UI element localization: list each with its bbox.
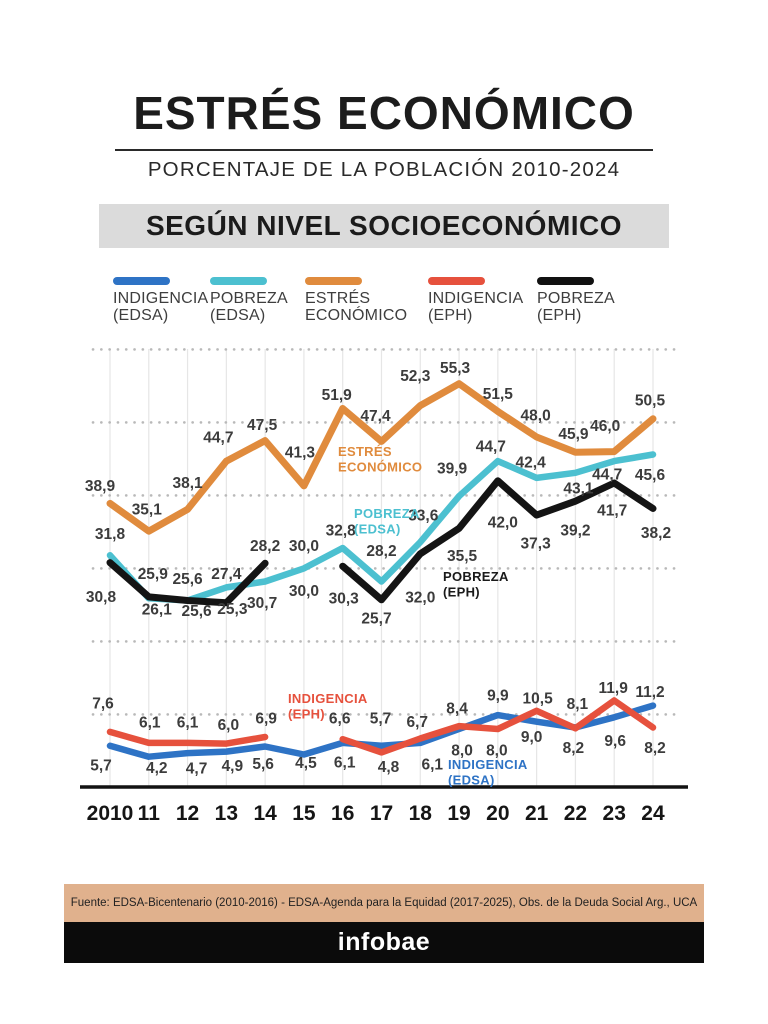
x-tick-label: 16: [331, 802, 355, 825]
x-tick-label: 22: [563, 802, 588, 825]
series-annotation: (EDSA): [354, 521, 401, 537]
series-annotation: INDIGENCIA: [288, 691, 368, 706]
legend-item-estres-economico: [305, 277, 407, 324]
data-label: 4,2: [146, 760, 168, 778]
data-label: 32,0: [405, 589, 436, 607]
data-label: 25,9: [137, 565, 168, 583]
data-label: 44,7: [592, 466, 623, 484]
title-underline: [115, 149, 653, 151]
legend-item-pobreza-eph: [537, 277, 615, 324]
data-label: 6,1: [421, 756, 444, 774]
data-label: 9,6: [604, 732, 626, 750]
data-label: 5,6: [252, 756, 274, 774]
data-label: 41,7: [597, 502, 628, 520]
data-label: 39,9: [436, 460, 468, 478]
data-label: 27,4: [211, 565, 242, 583]
x-tick-label: 13: [214, 802, 239, 825]
x-tick-label: 20: [486, 802, 510, 825]
data-label: 10,5: [522, 690, 553, 708]
x-tick-label: 21: [524, 802, 549, 825]
data-label: 6,9: [255, 710, 277, 728]
estres-economico-swatch: [305, 277, 362, 285]
data-label: 8,0: [451, 742, 473, 760]
x-tick-label: 19: [447, 802, 471, 825]
data-label: 30,8: [85, 589, 117, 607]
data-label: 48,0: [520, 407, 551, 425]
data-label: 44,7: [203, 429, 234, 447]
series-annotation: (EPH): [288, 706, 325, 722]
data-label: 25,6: [172, 571, 203, 589]
data-label: 38,2: [640, 525, 672, 543]
data-label: 6,1: [139, 714, 161, 732]
data-label: 30,0: [288, 537, 320, 555]
x-tick-label: 2010: [86, 802, 134, 825]
data-label: 5,7: [369, 710, 392, 728]
data-label: 44,7: [475, 438, 506, 456]
data-label: 28,2: [366, 543, 397, 561]
legend-label: INDIGENCIA (EDSA): [113, 290, 209, 324]
source-bar: Fuente: EDSA-Bicentenario (2010-2016) - EDSA-Agenda para la Equidad (2017-2025), Obs. de la Deuda Social Arg., UCA: [64, 884, 704, 922]
legend-item-indigencia-edsa: [113, 277, 208, 324]
data-label: 8,1: [566, 695, 589, 713]
series-annotation: INDIGENCIA: [448, 757, 528, 772]
data-label: 11,9: [598, 680, 628, 698]
section-banner: SEGÚN NIVEL SOCIOECONÓMICO: [99, 204, 669, 248]
page-title: ESTRÉS ECONÓMICO: [133, 87, 635, 139]
data-label: 50,5: [634, 392, 666, 410]
data-label: 35,1: [131, 501, 162, 519]
pobreza-edsa-swatch: [210, 277, 267, 285]
series-annotation: ESTRÉS: [338, 444, 392, 459]
legend-label: POBREZA (EPH): [537, 290, 615, 324]
indigencia-edsa-swatch: [113, 277, 170, 285]
data-label: 47,4: [360, 407, 391, 425]
indigencia-eph-swatch: [428, 277, 485, 285]
data-label: 38,9: [84, 477, 116, 495]
legend-label: POBREZA (EDSA): [210, 290, 288, 324]
data-label: 32,8: [325, 522, 356, 540]
data-label: 52,3: [400, 368, 431, 386]
legend-label: INDIGENCIA (EPH): [428, 290, 524, 324]
data-label: 33,6: [408, 507, 439, 525]
data-label: 4,8: [377, 758, 400, 776]
data-label: 25,3: [217, 601, 248, 619]
data-label: 35,5: [446, 547, 478, 565]
x-tick-label: 24: [641, 802, 665, 825]
data-label: 6,1: [176, 714, 199, 732]
series-annotation: POBREZA: [443, 569, 509, 584]
data-label: 25,6: [181, 603, 212, 621]
data-label: 45,9: [558, 425, 589, 443]
series-annotation: (EDSA): [448, 772, 495, 788]
data-label: 6,7: [406, 713, 429, 731]
pobreza-eph-swatch: [537, 277, 594, 285]
data-label: 45,6: [634, 467, 666, 485]
data-label: 42,0: [487, 514, 518, 532]
data-label: 30,7: [247, 594, 278, 612]
data-label: 11,2: [635, 684, 665, 702]
x-tick-label: 15: [292, 802, 316, 825]
data-label: 46,0: [590, 418, 621, 436]
page-subtitle: PORCENTAJE DE LA POBLACIÓN 2010-2024: [147, 158, 621, 181]
series-annotation: ECONÓMICO: [338, 459, 423, 475]
data-label: 31,8: [94, 525, 126, 543]
line-chart: [0, 330, 768, 830]
x-tick-label: 23: [602, 802, 626, 825]
x-tick-label: 11: [137, 802, 160, 825]
x-tick-label: 17: [369, 802, 394, 825]
data-label: 38,1: [172, 474, 203, 492]
data-label: 51,5: [482, 385, 513, 403]
data-label: 4,5: [295, 755, 317, 773]
data-label: 8,2: [644, 740, 666, 758]
data-label: 8,4: [446, 700, 468, 718]
x-tick-label: 12: [175, 802, 200, 825]
data-label: 7,6: [92, 695, 114, 713]
data-label: 47,5: [247, 417, 278, 435]
data-label: 5,7: [90, 757, 112, 775]
data-label: 4,7: [185, 760, 208, 778]
series-annotation: POBREZA: [354, 506, 420, 521]
data-label: 37,3: [520, 535, 551, 553]
data-label: 42,4: [515, 454, 546, 472]
data-label: 9,0: [520, 729, 543, 747]
data-label: 25,7: [361, 610, 392, 628]
infobae-logo: infobae: [64, 922, 704, 963]
data-label: 4,9: [221, 758, 244, 776]
data-label: 43,1: [563, 480, 594, 498]
x-tick-label: 14: [253, 802, 277, 825]
data-label: 55,3: [439, 360, 471, 378]
data-label: 8,2: [562, 740, 585, 758]
x-tick-label: 18: [408, 802, 432, 825]
legend-item-pobreza-edsa: [210, 277, 288, 324]
data-label: 6,6: [328, 710, 351, 728]
data-label: 26,1: [141, 601, 172, 619]
data-label: 51,9: [321, 387, 352, 405]
legend-label: ESTRÉS ECONÓMICO: [305, 290, 408, 324]
series-annotation: (EPH): [443, 584, 480, 600]
legend-item-indigencia-eph: [428, 277, 523, 324]
data-label: 30,3: [328, 590, 359, 608]
data-label: 6,1: [333, 754, 356, 772]
data-label: 8,0: [486, 742, 508, 760]
data-label: 6,0: [217, 717, 240, 735]
data-label: 39,2: [560, 522, 591, 540]
data-label: 28,2: [250, 538, 281, 556]
data-label: 41,3: [284, 444, 316, 462]
chart-legend: [0, 277, 768, 329]
data-label: 30,0: [288, 582, 320, 600]
data-label: 9,9: [487, 687, 509, 705]
